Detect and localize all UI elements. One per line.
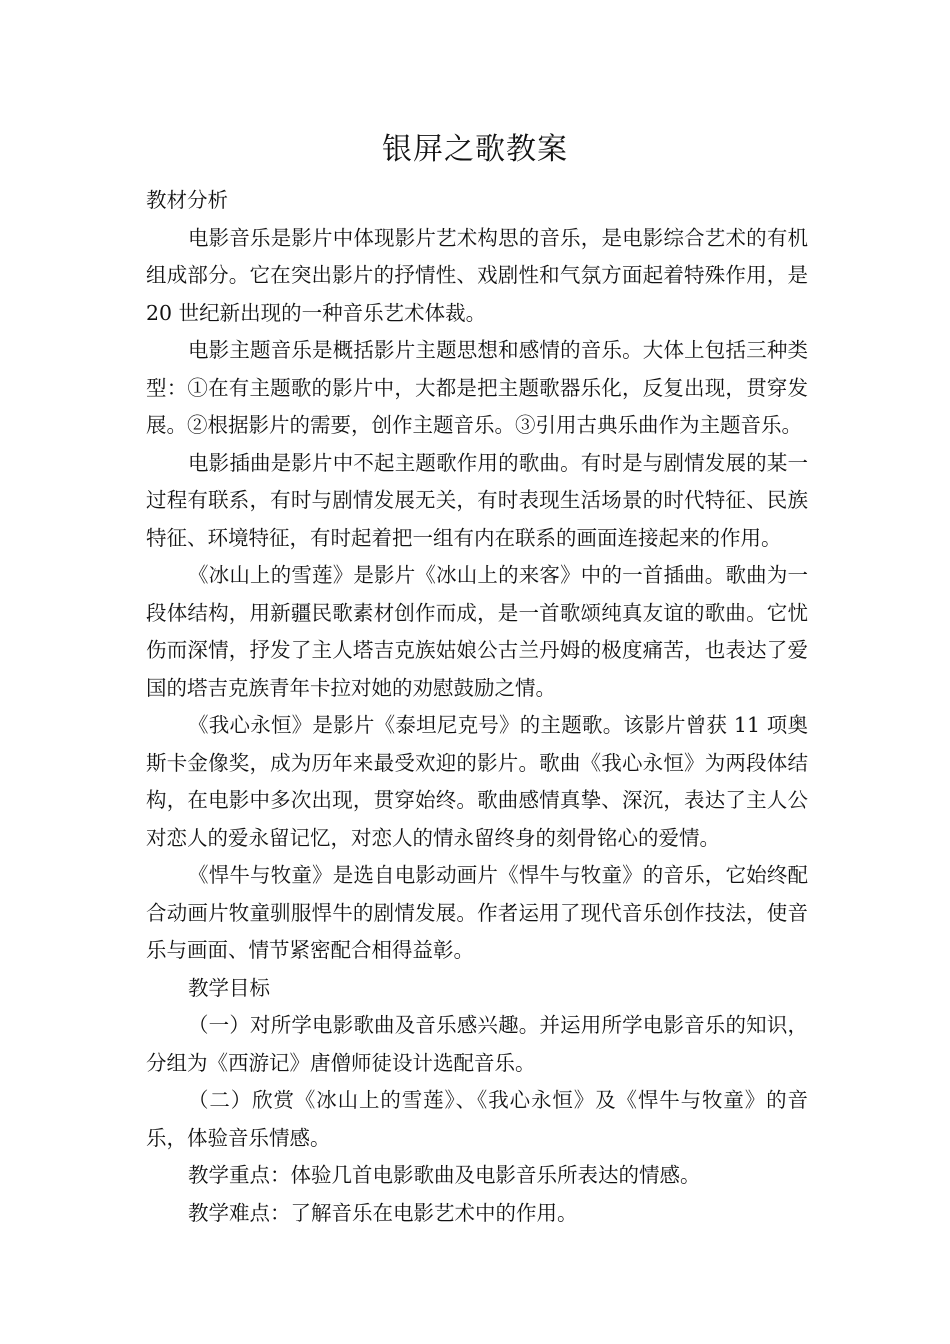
paragraph-snow-lotus: 《冰山上的雪莲》是影片《冰山上的来客》中的一首插曲。歌曲为一段体结构，用新疆民歌素材创作而成，是一首歌颂纯真友谊的歌曲。它忧伤而深情，抒发了主人塔吉克族姑娘公古兰丹姆的极度痛苦，也表达了爱国的塔吉克族青年卡拉对她的劝慰鼓励之情。 [146, 563, 808, 700]
teaching-goals-heading: 教学目标 [188, 975, 270, 1000]
document-title: 银屏之歌教案 [382, 132, 568, 167]
paragraph-interlude: 电影插曲是影片中不起主题歌作用的歌曲。有时是与剧情发展的某一过程有联系，有时与剧情发展无关，有时表现生活场景的时代特征、民族特征、环境特征，有时起着把一组有内在联系的画面连接起来的作用。 [146, 450, 808, 550]
teaching-difficulty: 教学难点：了解音乐在电影艺术中的作用。 [188, 1200, 578, 1225]
paragraph-film-music: 电影音乐是影片中体现影片艺术构思的音乐，是电影综合艺术的有机组成部分。它在突出影片的抒情性、戏剧性和气氛方面起着特殊作用，是 20 世纪新出现的一种音乐艺术体裁。 [146, 225, 808, 325]
paragraph-my-heart: 《我心永恒》是影片《泰坦尼克号》的主题歌。该影片曾获 11 项奥斯卡金像奖，成为历年来最受欢迎的影片。歌曲《我心永恒》为两段体结构，在电影中多次出现，贯穿始终。歌曲感情真挚、深沉，表达了主人公对恋人的爱永留记忆，对恋人的情永留终身的刻骨铭心的爱情。 [146, 713, 808, 850]
goal-one: （一）对所学电影歌曲及音乐感兴趣。并运用所学电影音乐的知识，分组为《西游记》唐僧师徒设计选配音乐。 [146, 1013, 808, 1075]
paragraph-theme-music: 电影主题音乐是概括影片主题思想和感情的音乐。大体上包括三种类型：①在有主题歌的影片中，大都是把主题歌器乐化，反复出现，贯穿发展。②根据影片的需要，创作主题音乐。③引用古典乐曲作为主题音乐。 [146, 338, 808, 437]
paragraph-bull-herdboy: 《悍牛与牧童》是选自电影动画片《悍牛与牧童》的音乐，它始终配合动画片牧童驯服悍牛的剧情发展。作者运用了现代音乐创作技法，使音乐与画面、情节紧密配合相得益彰。 [146, 863, 808, 962]
goal-two: （二）欣赏《冰山上的雪莲》、《我心永恒》及《悍牛与牧童》的音乐，体验音乐情感。 [146, 1088, 808, 1150]
document-body [146, 182, 808, 1232]
teaching-focus: 教学重点：体验几首电影歌曲及电影音乐所表达的情感。 [188, 1163, 701, 1187]
section-heading: 教材分析 [146, 188, 228, 212]
